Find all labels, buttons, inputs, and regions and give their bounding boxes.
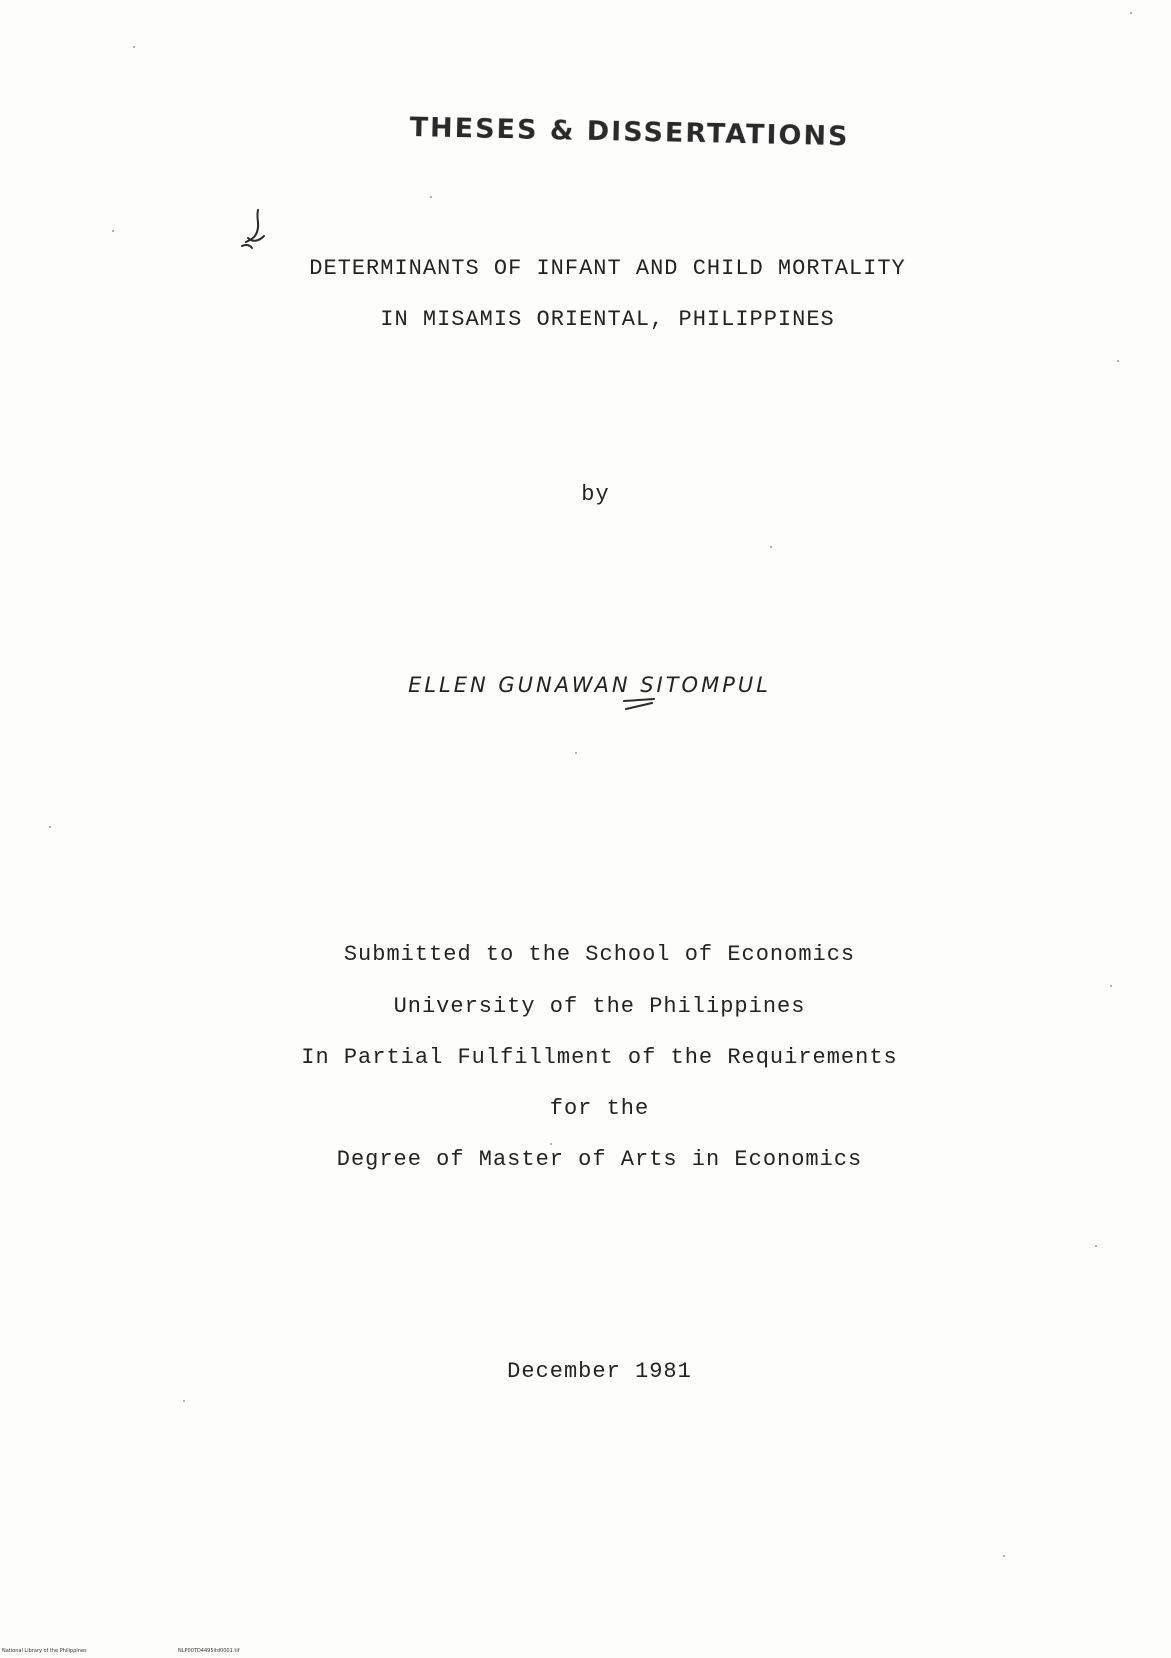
author-name: ELLEN GUNAWAN SITOMPUL: [408, 673, 771, 697]
footer-file-id: NLP00TD4495itd0001.tif: [178, 1648, 240, 1654]
handwritten-mark: [238, 208, 272, 252]
handwritten-underline: [620, 697, 660, 715]
scan-speck: [1095, 1245, 1097, 1247]
scan-speck: [183, 1400, 185, 1402]
scan-speck: [1003, 1555, 1005, 1557]
by-label: by: [581, 482, 610, 507]
scan-speck: [770, 546, 772, 548]
scan-speck: [550, 1143, 552, 1145]
scan-speck: [112, 230, 114, 232]
theses-dissertations-stamp: THESES & DISSERTATIONS: [409, 112, 850, 153]
scan-speck: [49, 826, 51, 828]
scan-speck: [1117, 360, 1119, 362]
thesis-title-line-2: IN MISAMIS ORIENTAL, PHILIPPINES: [380, 307, 835, 332]
submission-date: December 1981: [507, 1359, 692, 1384]
scan-speck: [575, 752, 577, 754]
submission-line-4: for the: [549, 1096, 650, 1121]
submission-line-3: In Partial Fulfillment of the Requirements: [301, 1045, 898, 1070]
footer-library: National Library of the Philippines: [2, 1648, 87, 1654]
scan-speck: [133, 46, 135, 48]
submission-line-5: Degree of Master of Arts in Economics: [336, 1147, 863, 1172]
scan-speck: [1110, 985, 1112, 987]
scan-speck: [1130, 12, 1132, 14]
submission-line-1: Submitted to the School of Economics: [343, 942, 856, 967]
thesis-title-line-1: DETERMINANTS OF INFANT AND CHILD MORTALITY: [309, 256, 906, 281]
submission-line-2: University of the Philippines: [393, 994, 806, 1019]
scan-speck: [430, 196, 432, 198]
